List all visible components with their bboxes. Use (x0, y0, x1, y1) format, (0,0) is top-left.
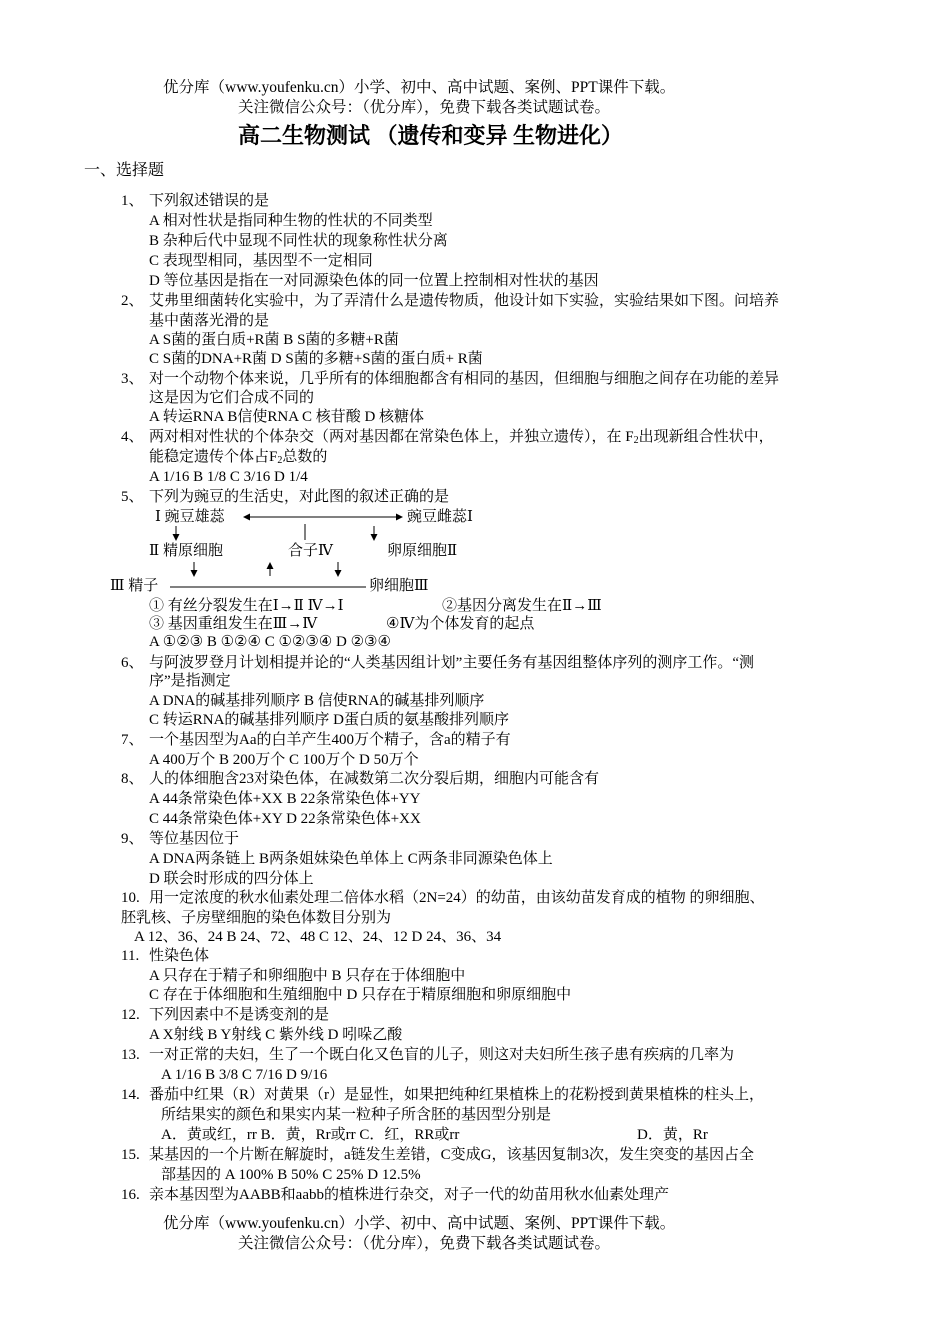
question-stem-cont: 所结果实的颜色和果实内某一粒种子所含胚的基因型分别是 (161, 1107, 552, 1123)
question-12 (121, 1006, 329, 1025)
question-stem: 用一定浓度的秋水仙素处理二倍体水稻（2N=24）的幼苗，由该幼苗发育成的植物 的卵细胞、 (149, 890, 765, 906)
section-heading: 一、选择题 (84, 162, 165, 179)
question-stem: 某基因的一个片断在解旋时，a链发生差错，C变成G，该基因复制3次，发生突变的基因占全 (149, 1147, 754, 1163)
question-number: 15. (121, 1147, 140, 1163)
options-cd: C 存在于体细胞和生殖细胞中 D 只存在于精原细胞和卵原细胞中 (149, 987, 572, 1003)
option-b: B 杂种后代中显现不同性状的现象称性状分离 (149, 233, 448, 249)
statement-1: ① 有丝分裂发生在Ⅰ→Ⅱ Ⅳ→Ⅰ (149, 598, 344, 614)
question-stem-cont: 这是因为它们合成不同的 (149, 390, 315, 406)
options: A 转运RNA B信使RNA C 核苷酸 D 核糖体 (149, 409, 425, 425)
question-number: 8、 (121, 771, 144, 787)
subscript: 2 (277, 455, 283, 466)
question-stem: 下列叙述错误的是 (149, 193, 270, 209)
question-number: 2、 (121, 293, 144, 309)
question-number: 7、 (121, 732, 144, 748)
options: A 1/16 B 3/8 C 7/16 D 9/16 (161, 1067, 328, 1083)
question-stem-cont: 序”是指测定 (149, 673, 231, 689)
question-13 (121, 1046, 734, 1065)
question-9 (121, 830, 239, 849)
question-14 (121, 1086, 764, 1105)
diagram-node-spermatogonium: Ⅱ 精原细胞 (149, 543, 223, 559)
question-stem: 人的体细胞含23对染色体，在减数第二次分裂后期，细胞内可能含有 (149, 771, 600, 787)
question-stem: 能稳定遗传个体占F (149, 449, 278, 465)
option-d: D 联会时形成的四分体上 (149, 871, 314, 887)
question-stem: 下列为豌豆的生活史，对此图的叙述正确的是 (149, 489, 450, 505)
diagram-node-zygote: 合子Ⅳ (288, 543, 333, 559)
diagram-node-oogonium: 卵原细胞Ⅱ (387, 543, 458, 559)
question-7 (121, 731, 511, 750)
question-stem: 一对正常的夫妇，生了一个既白化又色盲的儿子，则这对夫妇所生孩子患有疾病的几率为 (149, 1047, 735, 1063)
question-stem: 与阿波罗登月计划相提并论的“人类基因组计划”主要任务有基因组整体序列的测序工作。“测 (149, 655, 754, 671)
question-stem: 番茄中红果（R）对黄果（r）是显性，如果把纯种红果植株上的花粉授到黄果植株的柱头上， (149, 1087, 765, 1103)
question-stem-cont: 胚乳核、子房壁细胞的染色体数目分别为 (121, 910, 392, 926)
options-cd: C 44条常染色体+XY D 22条常染色体+XX (149, 811, 421, 827)
option-d: D．黄，Rr (637, 1127, 708, 1143)
question-number: 1、 (121, 193, 144, 209)
question-number: 3、 (121, 371, 144, 387)
question-stem: 艾弗里细菌转化实验中，为了弄清什么是遗传物质，他设计如下实验，实验结果如下图。问培养 (149, 293, 780, 309)
statement-2: ②基因分离发生在Ⅱ→Ⅲ (442, 598, 602, 614)
footer-line-2: 关注微信公众号：（优分库），免费下载各类试题试卷。 (238, 1235, 611, 1252)
options-ab: A S菌的蛋白质+R菌 B S菌的多糖+R菌 (149, 332, 399, 348)
question-11 (121, 947, 209, 966)
question-number: 4、 (121, 429, 144, 445)
options-cd: C S菌的DNA+R菌 D S菌的多糖+S菌的蛋白质+ R菌 (149, 351, 483, 367)
option-a: A 相对性状是指同种生物的性状的不同类型 (149, 213, 433, 229)
statement-3: ③ 基因重组发生在Ⅲ→Ⅳ (149, 616, 318, 632)
question-number: 6、 (121, 655, 144, 671)
question-10 (121, 889, 765, 908)
question-stem: 亲本基因型为AABB和aabb的植株进行杂交，对子一代的幼苗用秋水仙素处理产 (149, 1187, 669, 1203)
diagram-node-pistil: 豌豆雌蕊Ⅰ (407, 509, 473, 525)
question-stem: 下列因素中不是诱变剂的是 (149, 1007, 330, 1023)
options: A ①②③ B ①②④ C ①②③④ D ②③④ (149, 634, 391, 650)
question-16 (121, 1186, 669, 1205)
options-ab: A 只存在于精子和卵细胞中 B 只存在于体细胞中 (149, 968, 466, 984)
options-cd: C 转运RNA的碱基排列顺序 D蛋白质的氨基酸排列顺序 (149, 712, 510, 728)
question-6 (121, 654, 754, 673)
question-stem-cont: 基中菌落光滑的是 (149, 313, 270, 329)
statement-4: ④Ⅳ为个体发育的起点 (386, 616, 535, 632)
question-number: 10. (121, 890, 140, 906)
question-number: 14. (121, 1087, 140, 1103)
header-line-2: 关注微信公众号：（优分库），免费下载各类试题试卷。 (238, 99, 611, 116)
header-line-1: 优分库（www.youfenku.cn）小学、初中、高中试题、案例、PPT课件下载。 (163, 79, 676, 96)
question-stem: 等位基因位于 (149, 831, 240, 847)
question-number: 13. (121, 1047, 140, 1063)
question-stem: 性染色体 (149, 948, 210, 964)
question-15 (121, 1146, 754, 1165)
question-stem: 一个基因型为Aa的白羊产生400万个精子，含a的精子有 (149, 732, 511, 748)
question-stem: 总数的 (282, 449, 328, 465)
diagram-node-egg: 卵细胞Ⅲ (369, 578, 429, 594)
question-number: 9、 (121, 831, 144, 847)
question-number: 5、 (121, 489, 144, 505)
question-number: 12. (121, 1007, 140, 1023)
question-stem: 对一个动物个体来说，几乎所有的体细胞都含有相同的基因，但细胞与细胞之间存在功能的差异 (149, 371, 780, 387)
question-stem: 两对相对性状的个体杂交（两对基因都在常染色体上，并独立遗传），在 F (149, 429, 634, 445)
question-stem: 出现新组合性状中， (638, 429, 774, 445)
options-ab: A 44条常染色体+XX B 22条常染色体+YY (149, 791, 421, 807)
subscript: 2 (633, 435, 639, 446)
options: A X射线 B Y射线 C 紫外线 D 吲哚乙酸 (149, 1027, 403, 1043)
footer-line-1: 优分库（www.youfenku.cn）小学、初中、高中试题、案例、PPT课件下载。 (163, 1215, 676, 1232)
option-d: D 等位基因是指在一对同源染色体的同一位置上控制相对性状的基因 (149, 273, 599, 289)
question-number: 11. (121, 948, 140, 964)
diagram-node-sperm: Ⅲ 精子 (110, 578, 159, 594)
options-abc: A．黄或红，rr B．黄，Rr或rr C．红，RR或rr (161, 1127, 460, 1143)
question-stem-cont: 部基因的 A 100% B 50% C 25% D 12.5% (161, 1167, 421, 1183)
options-abc: A DNA两条链上 B两条姐妹染色单体上 C两条非同源染色体上 (149, 851, 553, 867)
diagram-node-stamen: Ⅰ 豌豆雄蕊 (155, 509, 225, 525)
options: A 12、36、24 B 24、72、48 C 12、24、12 D 24、36、34 (134, 929, 502, 945)
life-cycle-diagram (0, 0, 950, 620)
options-ab: A DNA的碱基排列顺序 B 信使RNA的碱基排列顺序 (149, 693, 485, 709)
question-8 (121, 770, 599, 789)
page-title: 高二生物测试 （遗传和变异 生物进化） (238, 123, 624, 148)
option-c: C 表现型相同，基因型不一定相同 (149, 253, 373, 269)
options: A 1/16 B 1/8 C 3/16 D 1/4 (149, 469, 308, 485)
options: A 400万个 B 200万个 C 100万个 D 50万个 (149, 752, 419, 768)
question-number: 16. (121, 1187, 140, 1203)
